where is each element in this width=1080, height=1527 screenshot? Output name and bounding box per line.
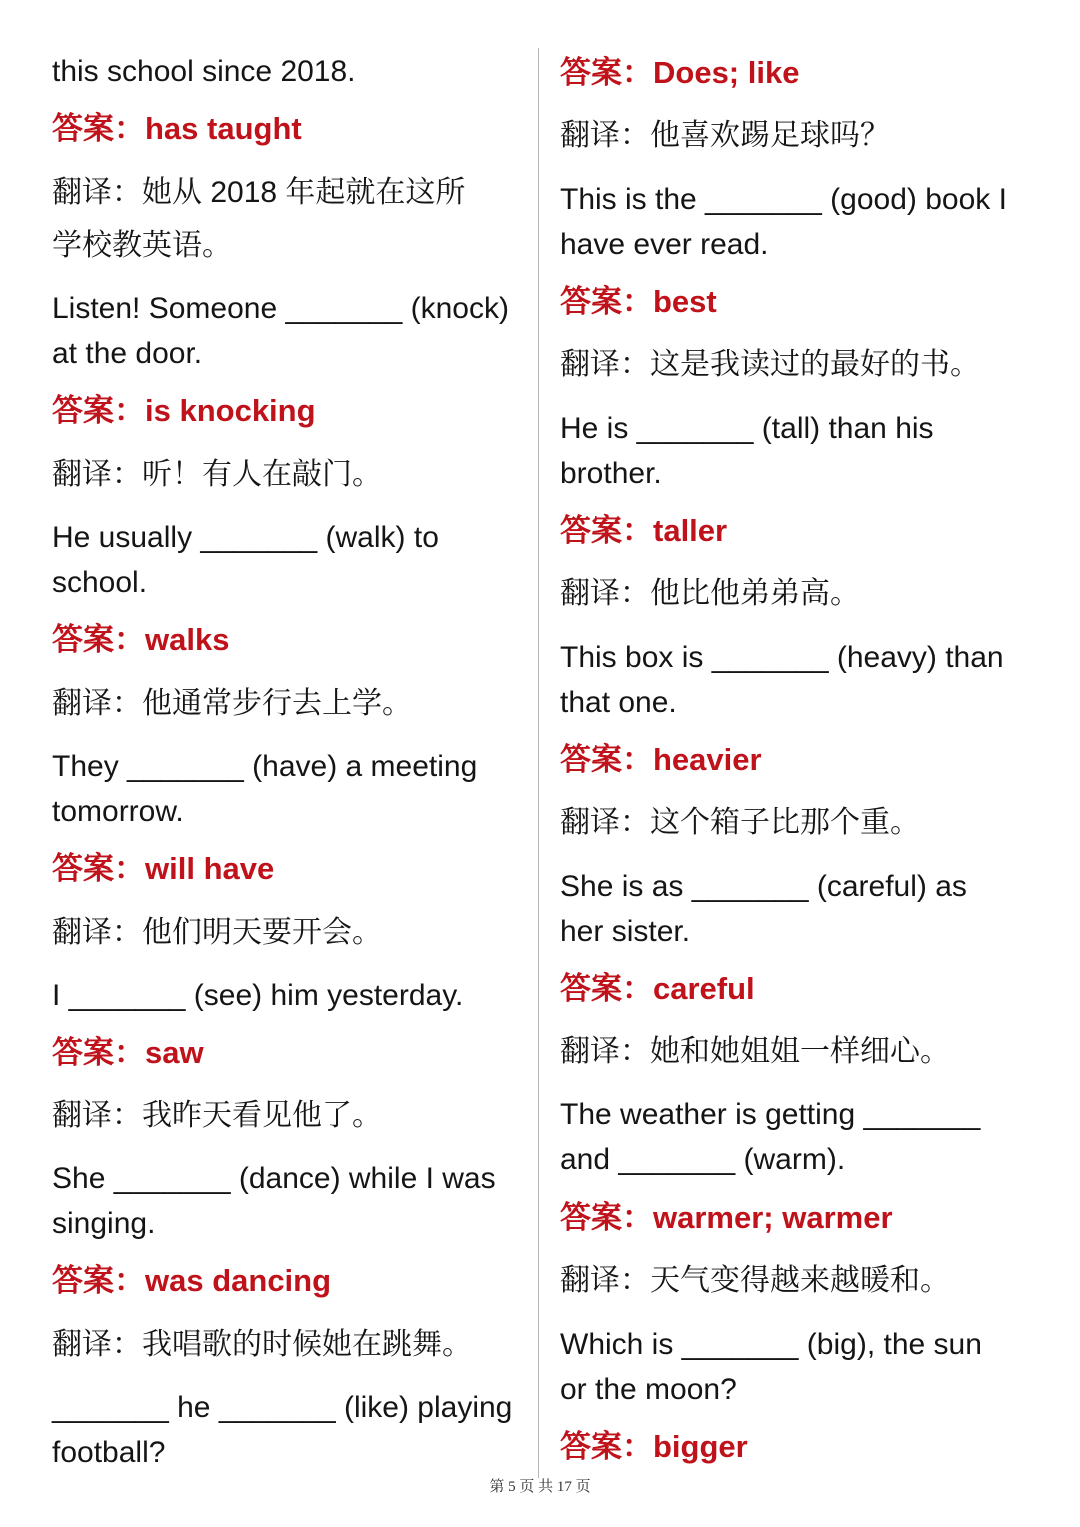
question-text: have ever read. xyxy=(560,228,769,261)
question-text: school. xyxy=(52,566,148,599)
translation-text: 翻译：我昨天看见他了。 xyxy=(52,1099,382,1132)
translation-text: 翻译：他们明天要开会。 xyxy=(52,916,382,949)
page-number-footer: 第 5 页 共 17 页 xyxy=(489,1479,591,1495)
answer-label: 答案：heavier xyxy=(560,742,762,777)
answer-label: 答案：was dancing xyxy=(52,1263,332,1298)
column-divider xyxy=(538,48,539,1478)
question-text: This is the _______ (good) book I xyxy=(560,183,1007,216)
answer-label: 答案：warmer; warmer xyxy=(560,1200,893,1235)
question-text: The weather is getting _______ xyxy=(560,1098,981,1131)
answer-label: 答案：will have xyxy=(52,851,275,886)
answer-label: 答案：has taught xyxy=(52,111,302,146)
translation-text: 翻译：他喜欢踢足球吗？ xyxy=(560,119,890,152)
translation-text: 翻译：这个箱子比那个重。 xyxy=(560,806,920,839)
question-text: football? xyxy=(52,1436,166,1469)
translation-text: 翻译：她从 2018 年起就在这所 xyxy=(52,176,466,209)
answer-label: 答案：saw xyxy=(52,1035,204,1070)
answer-label: 答案：Does; like xyxy=(560,55,800,90)
question-text: this school since 2018. xyxy=(52,55,356,88)
answer-label: 答案：careful xyxy=(560,971,755,1006)
translation-text: 翻译：她和她姐姐一样细心。 xyxy=(560,1035,950,1068)
answer-label: 答案：bigger xyxy=(560,1429,748,1464)
question-text: They _______ (have) a meeting xyxy=(52,750,478,783)
translation-text: 翻译：他比他弟弟高。 xyxy=(560,577,860,610)
question-text: _______ he _______ (like) playing xyxy=(52,1391,513,1424)
question-text: singing. xyxy=(52,1207,156,1240)
question-text: Which is _______ (big), the sun xyxy=(560,1328,982,1361)
question-text: She _______ (dance) while I was xyxy=(52,1162,496,1195)
question-text: her sister. xyxy=(560,915,691,948)
answer-label: 答案：taller xyxy=(560,513,728,548)
question-text: brother. xyxy=(560,457,662,490)
question-text: He is _______ (tall) than his xyxy=(560,412,934,445)
question-text: She is as _______ (careful) as xyxy=(560,870,967,903)
question-text: This box is _______ (heavy) than xyxy=(560,641,1004,674)
question-text: at the door. xyxy=(52,337,203,370)
translation-text: 翻译：天气变得越来越暖和。 xyxy=(560,1264,950,1297)
translation-text: 翻译：我唱歌的时候她在跳舞。 xyxy=(52,1328,472,1361)
answer-label: 答案：best xyxy=(560,284,717,319)
question-text: Listen! Someone _______ (knock) xyxy=(52,292,509,325)
question-text: tomorrow. xyxy=(52,795,184,828)
question-text: that one. xyxy=(560,686,677,719)
translation-text: 翻译：这是我读过的最好的书。 xyxy=(560,348,980,381)
question-text: I _______ (see) him yesterday. xyxy=(52,979,464,1012)
question-text: He usually _______ (walk) to xyxy=(52,521,439,554)
answer-label: 答案：walks xyxy=(52,622,230,657)
question-text: or the moon? xyxy=(560,1373,737,1406)
translation-text: 学校教英语。 xyxy=(52,229,232,262)
translation-text: 翻译：他通常步行去上学。 xyxy=(52,687,412,720)
translation-text: 翻译：听！有人在敲门。 xyxy=(52,458,382,491)
answer-label: 答案：is knocking xyxy=(52,393,316,428)
question-text: and _______ (warm). xyxy=(560,1143,846,1176)
